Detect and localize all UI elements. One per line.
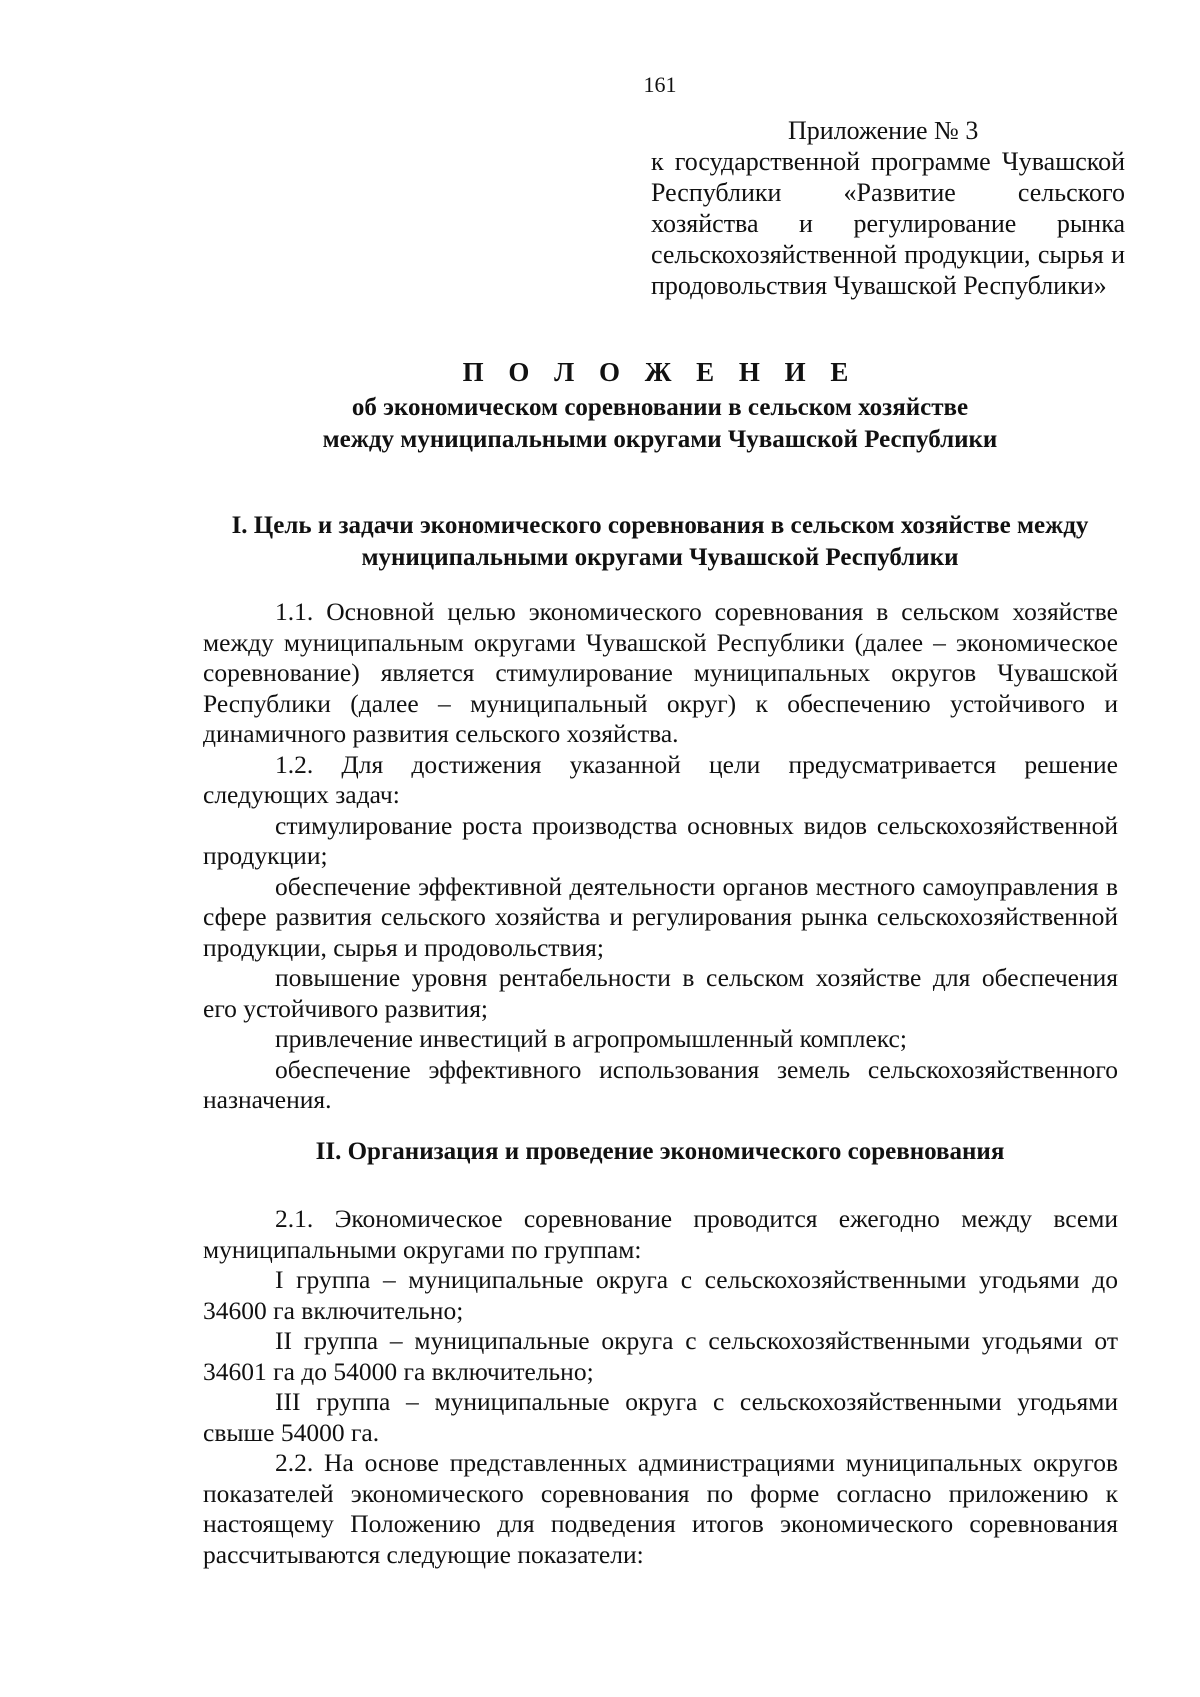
paragraph-1-1: 1.1. Основной целью экономического соревнования в сельском хозяйстве между муниципальным округами Чувашской Республики (далее – экономическое соревнование) является стимулирование муниципальных округов Чувашской Республики (далее – муниципальный округ) к обеспечению устойчивого и динамичного развития сельского хозяйства. [203,597,1118,748]
task-item: обеспечение эффективной деятельности органов местного самоуправления в сфере развития сельского хозяйства и регулирования рынка сельскохозяйственной продукции, сырья и продовольствия; [203,871,1118,962]
section1-body [203,597,1118,1116]
document-subtitle-line2: между муниципальными округами Чувашской Республики [322,426,998,453]
paragraph-2-2: 2.2. На основе представленных администрациями муниципальных округов показателей экономического соревнования по форме согласно приложению к настоящему Положению для подведения итогов экономического соревнования рассчитываются следующие показатели: [203,1448,1118,1569]
paragraph-2-1: 2.1. Экономическое соревнование проводится ежегодно между всеми муниципальными округами по группам: [203,1204,1118,1264]
group-item: III группа – муниципальные округа с сельскохозяйственными угодьями свыше 54000 га. [203,1387,1118,1447]
document-title-block [200,356,1120,456]
appendix-title: Приложение № 3 [788,116,979,145]
appendix-note [651,115,1125,301]
task-item: повышение уровня рентабельности в сельском хозяйстве для обеспечения его устойчивого развития; [203,963,1118,1023]
section1-title-line1: I. Цель и задачи экономического соревнования в сельском хозяйстве между [231,512,1089,539]
document-title: П О Л О Ж Е Н И Е [462,357,858,387]
task-item: привлечение инвестиций в агропромышленный комплекс; [275,1024,907,1053]
task-item: обеспечение эффективного использования земель сельскохозяйственного назначения. [203,1054,1118,1114]
group-item: II группа – муниципальные округа с сельскохозяйственными угодьями от 34601 га до 54000 га включительно; [203,1326,1118,1386]
page-number: 161 [643,72,677,97]
appendix-text: к государственной программе Чувашской Республики «Развитие сельского хозяйства и регулирование рынка сельскохозяйственной продукции, сырья и продовольствия Чувашской Республики» [651,147,1125,300]
document-subtitle-line1: об экономическом соревновании в сельском хозяйстве [351,394,969,421]
section2-title: II. Организация и проведение экономического соревнования [315,1138,1005,1165]
section1-title-line2: муниципальными округами Чувашской Республики [361,544,959,571]
group-item: I группа – муниципальные округа с сельскохозяйственными угодьями до 34600 га включительно; [203,1265,1118,1325]
section1-title [200,510,1120,574]
section2-body [203,1204,1118,1570]
task-item: стимулирование роста производства основных видов сельскохозяйственной продукции; [203,810,1118,870]
paragraph-1-2: 1.2. Для достижения указанной цели предусматривается решение следующих задач: [203,749,1118,809]
